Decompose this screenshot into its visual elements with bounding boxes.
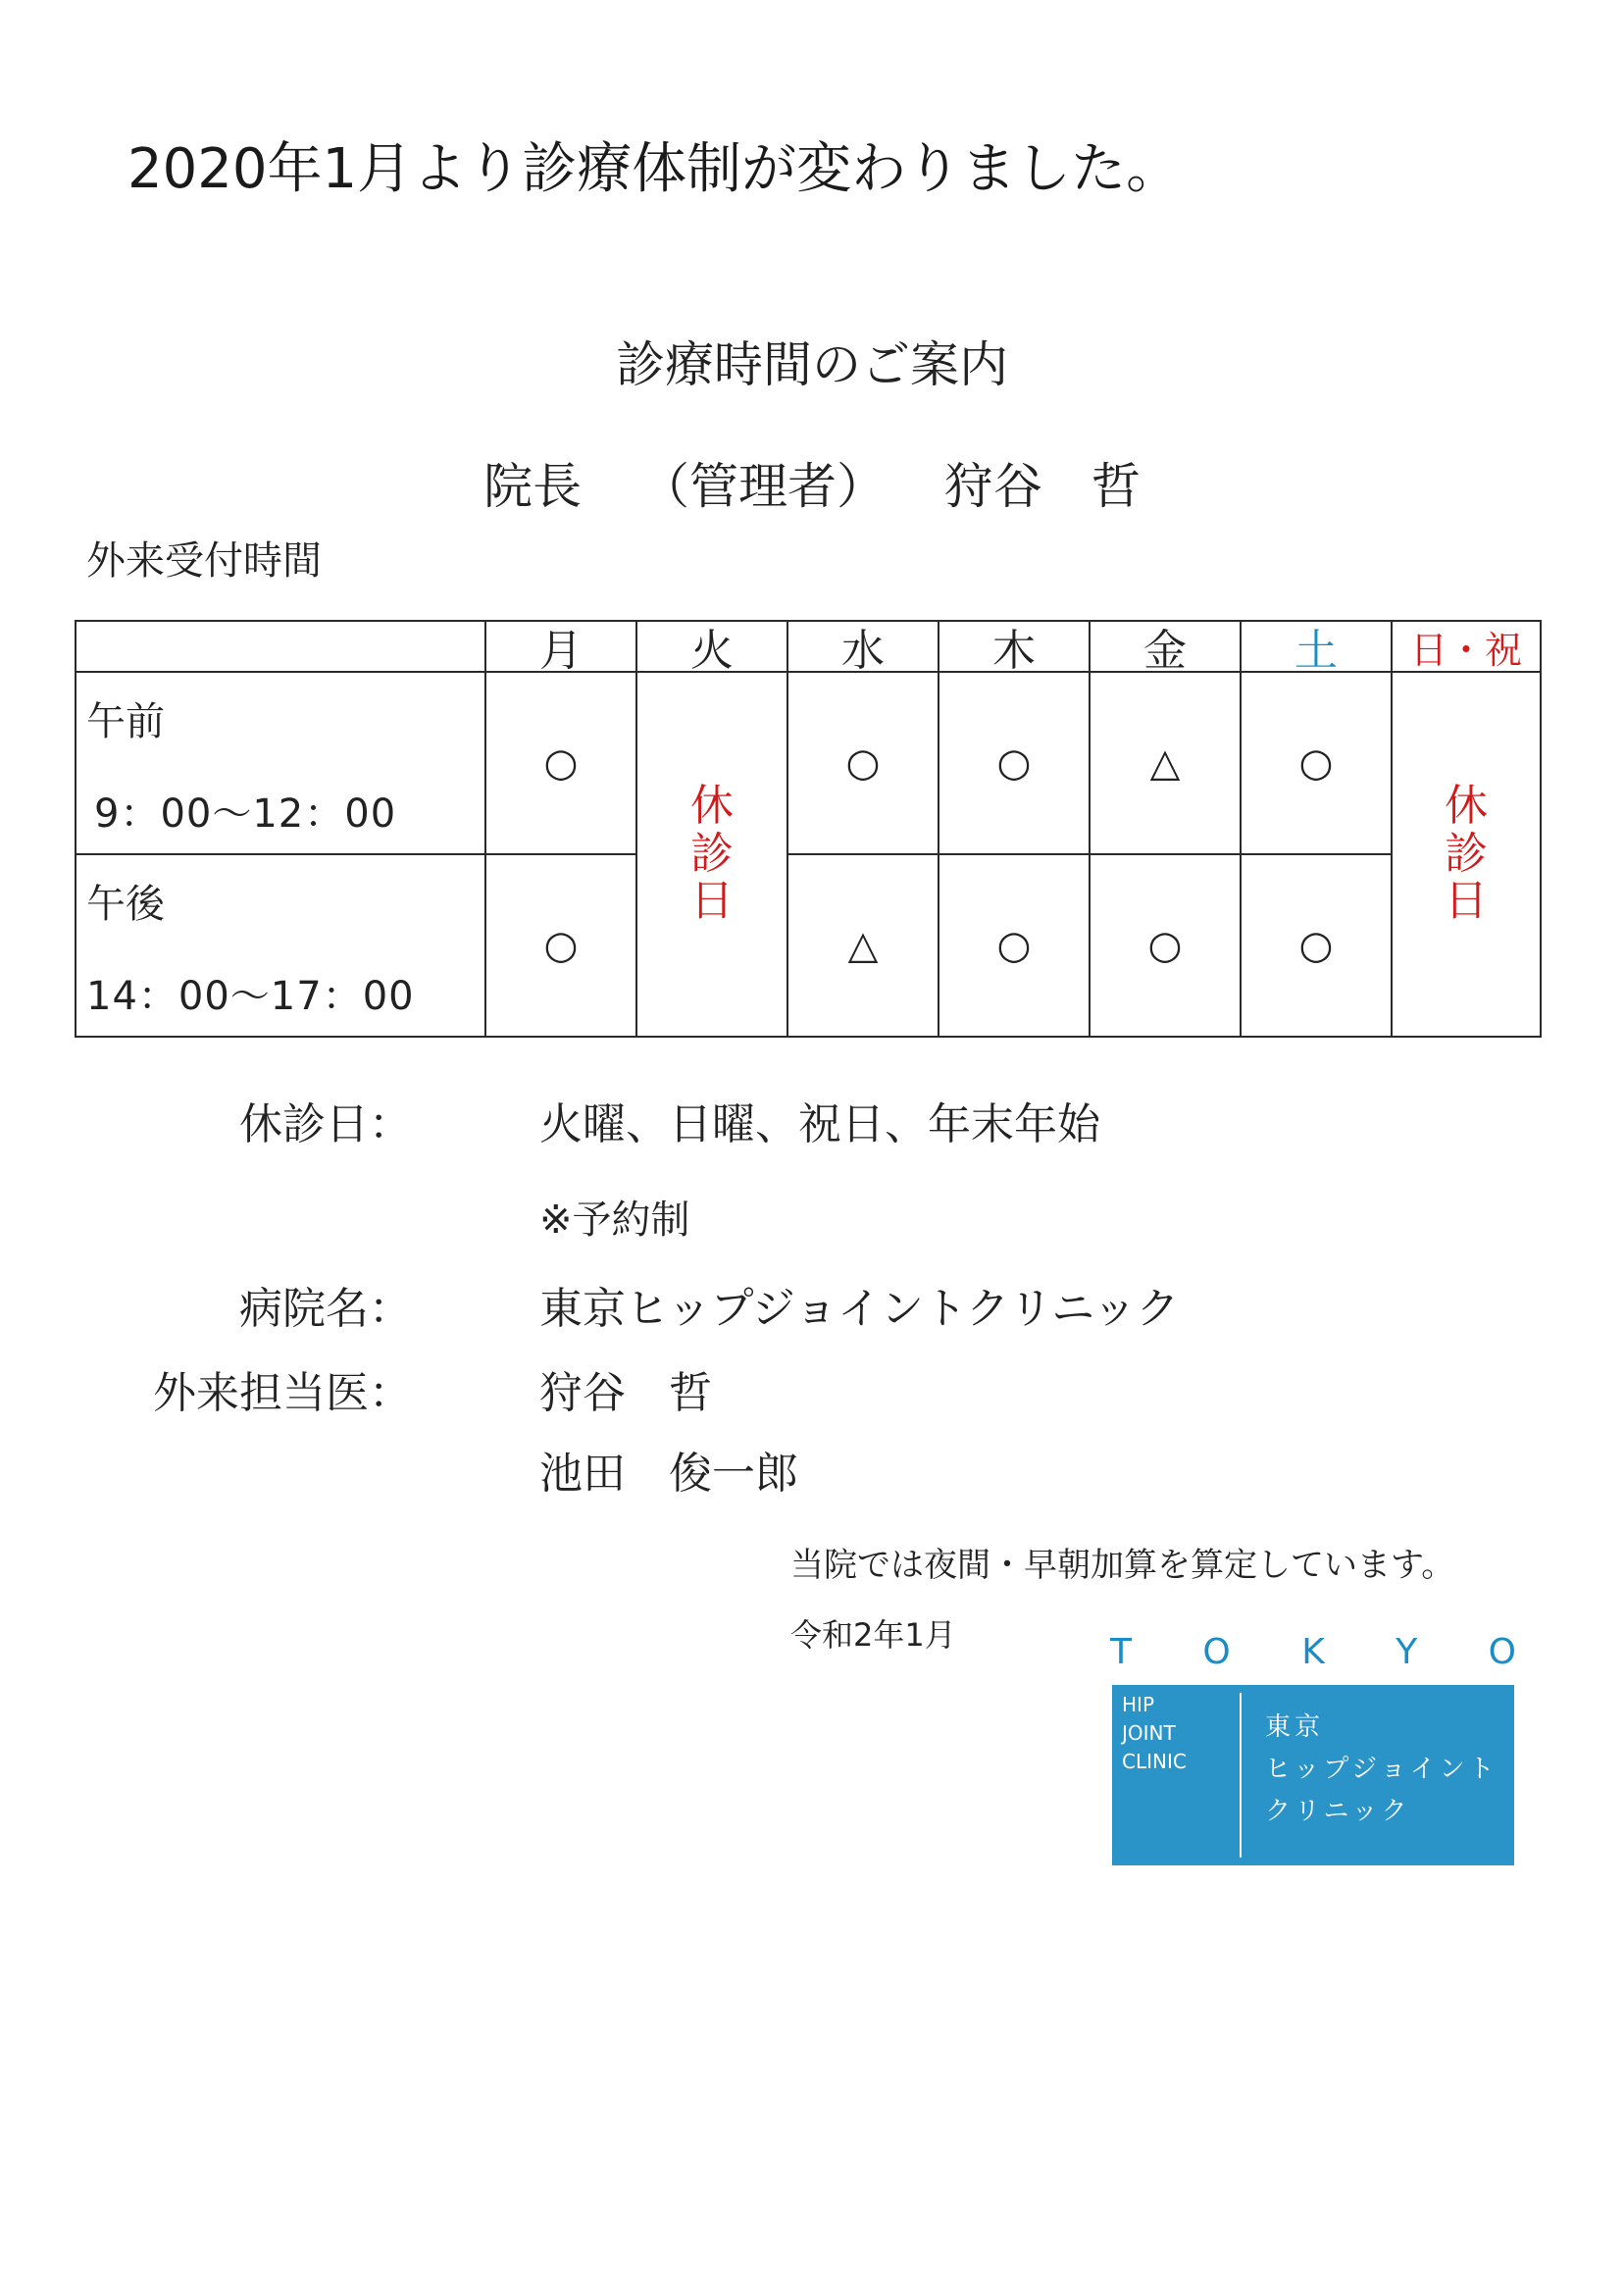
row-hours: 9：00～12：00	[94, 791, 397, 837]
row-name: 午後	[86, 882, 165, 927]
mark-cell	[938, 671, 1091, 855]
clinic-logo	[1112, 1685, 1514, 1865]
row-label-morning	[75, 671, 486, 855]
header-day	[635, 620, 788, 676]
header-day-saturday	[1240, 620, 1393, 676]
director-line	[0, 447, 1624, 518]
closed-days-value: 火曜、日曜、祝日、年末年始	[539, 1099, 1100, 1149]
row-hours: 14：00～17：00	[86, 974, 415, 1019]
header-day	[938, 620, 1091, 676]
availability-mark: ○	[996, 740, 1032, 786]
logo-letter: K	[1301, 1632, 1325, 1672]
header-day-label: 火	[690, 626, 734, 676]
hospital-name: 東京ヒップジョイントクリニック	[539, 1284, 1180, 1334]
schedule-table	[75, 620, 1542, 1038]
availability-mark: ○	[845, 740, 881, 786]
logo-en-line: CLINIC	[1122, 1750, 1187, 1773]
header-day-label: 月	[539, 626, 583, 676]
header-day-label: 木	[992, 626, 1036, 676]
page-title: 診療時間のご案内	[616, 336, 1008, 393]
mark-cell	[1089, 671, 1242, 855]
logo-japanese	[1265, 1707, 1498, 1833]
logo-letter: Y	[1396, 1632, 1418, 1672]
doctor-name: 池田 俊一郎	[539, 1449, 798, 1499]
director-role-note: （管理者）	[640, 458, 886, 515]
logo-letter: T	[1110, 1632, 1132, 1672]
logo-jp-line: クリニック	[1265, 1797, 1411, 1826]
header-day-label: 金	[1143, 626, 1187, 676]
availability-mark: △	[1149, 740, 1181, 786]
mark-cell	[938, 853, 1091, 1038]
logo-tokyo-wordmark	[1110, 1632, 1516, 1672]
mark-cell	[1240, 853, 1393, 1038]
logo-jp-line: ヒップジョイント	[1265, 1755, 1498, 1784]
closed-cell-tuesday	[635, 671, 788, 1038]
availability-mark: ○	[996, 923, 1032, 968]
row-label-afternoon	[75, 853, 486, 1038]
header-day	[787, 620, 939, 676]
closed-char: 診	[690, 828, 734, 879]
logo-divider	[1240, 1693, 1242, 1858]
closed-cell-sunday	[1391, 671, 1542, 1038]
hospital-label: 病院名：	[239, 1284, 412, 1334]
logo-en-line: HIP	[1122, 1693, 1154, 1716]
mark-cell	[1240, 671, 1393, 855]
surcharge-note: 当院では夜間・早朝加算を算定しています。	[790, 1546, 1455, 1585]
closed-char: 日	[690, 876, 734, 927]
availability-mark: ○	[1298, 740, 1334, 786]
header-day-label: 土	[1294, 626, 1338, 676]
mark-cell	[787, 853, 939, 1038]
issue-date: 令和2年1月	[790, 1616, 956, 1654]
closed-days-label: 休診日：	[239, 1099, 412, 1149]
section-label: 外来受付時間	[86, 538, 322, 584]
availability-mark: ○	[1147, 923, 1183, 968]
header-day-sunday-holiday	[1391, 620, 1542, 673]
header-day-label: 日・祝	[1409, 628, 1522, 672]
mark-cell	[787, 671, 939, 855]
mark-cell	[1089, 853, 1242, 1038]
header-day	[1089, 620, 1242, 676]
logo-en-line: JOINT	[1122, 1721, 1176, 1745]
headline: 2020年1月より診療体制が変わりました。	[127, 137, 1182, 201]
header-day-label: 水	[841, 626, 885, 676]
header-day	[484, 620, 637, 676]
reservation-note: ※予約制	[539, 1198, 690, 1243]
header-corner	[75, 620, 486, 673]
closed-char: 日	[1445, 876, 1488, 927]
logo-jp-line: 東京	[1265, 1712, 1325, 1742]
availability-mark: △	[847, 923, 879, 968]
closed-char: 休	[1445, 781, 1488, 832]
closed-char: 診	[1445, 828, 1488, 879]
mark-cell	[484, 853, 637, 1038]
logo-letter: O	[1488, 1632, 1516, 1672]
doctors-label: 外来担当医：	[153, 1368, 412, 1418]
row-name: 午前	[86, 699, 165, 744]
availability-mark: ○	[1298, 923, 1334, 968]
availability-mark: ○	[543, 923, 579, 968]
logo-english	[1122, 1691, 1187, 1776]
availability-mark: ○	[543, 740, 579, 786]
mark-cell	[484, 671, 637, 855]
logo-letter: O	[1202, 1632, 1231, 1672]
director-role: 院長	[483, 458, 583, 515]
closed-char: 休	[690, 781, 734, 832]
director-name: 狩谷 哲	[943, 458, 1141, 515]
doctor-name: 狩谷 哲	[539, 1368, 712, 1418]
